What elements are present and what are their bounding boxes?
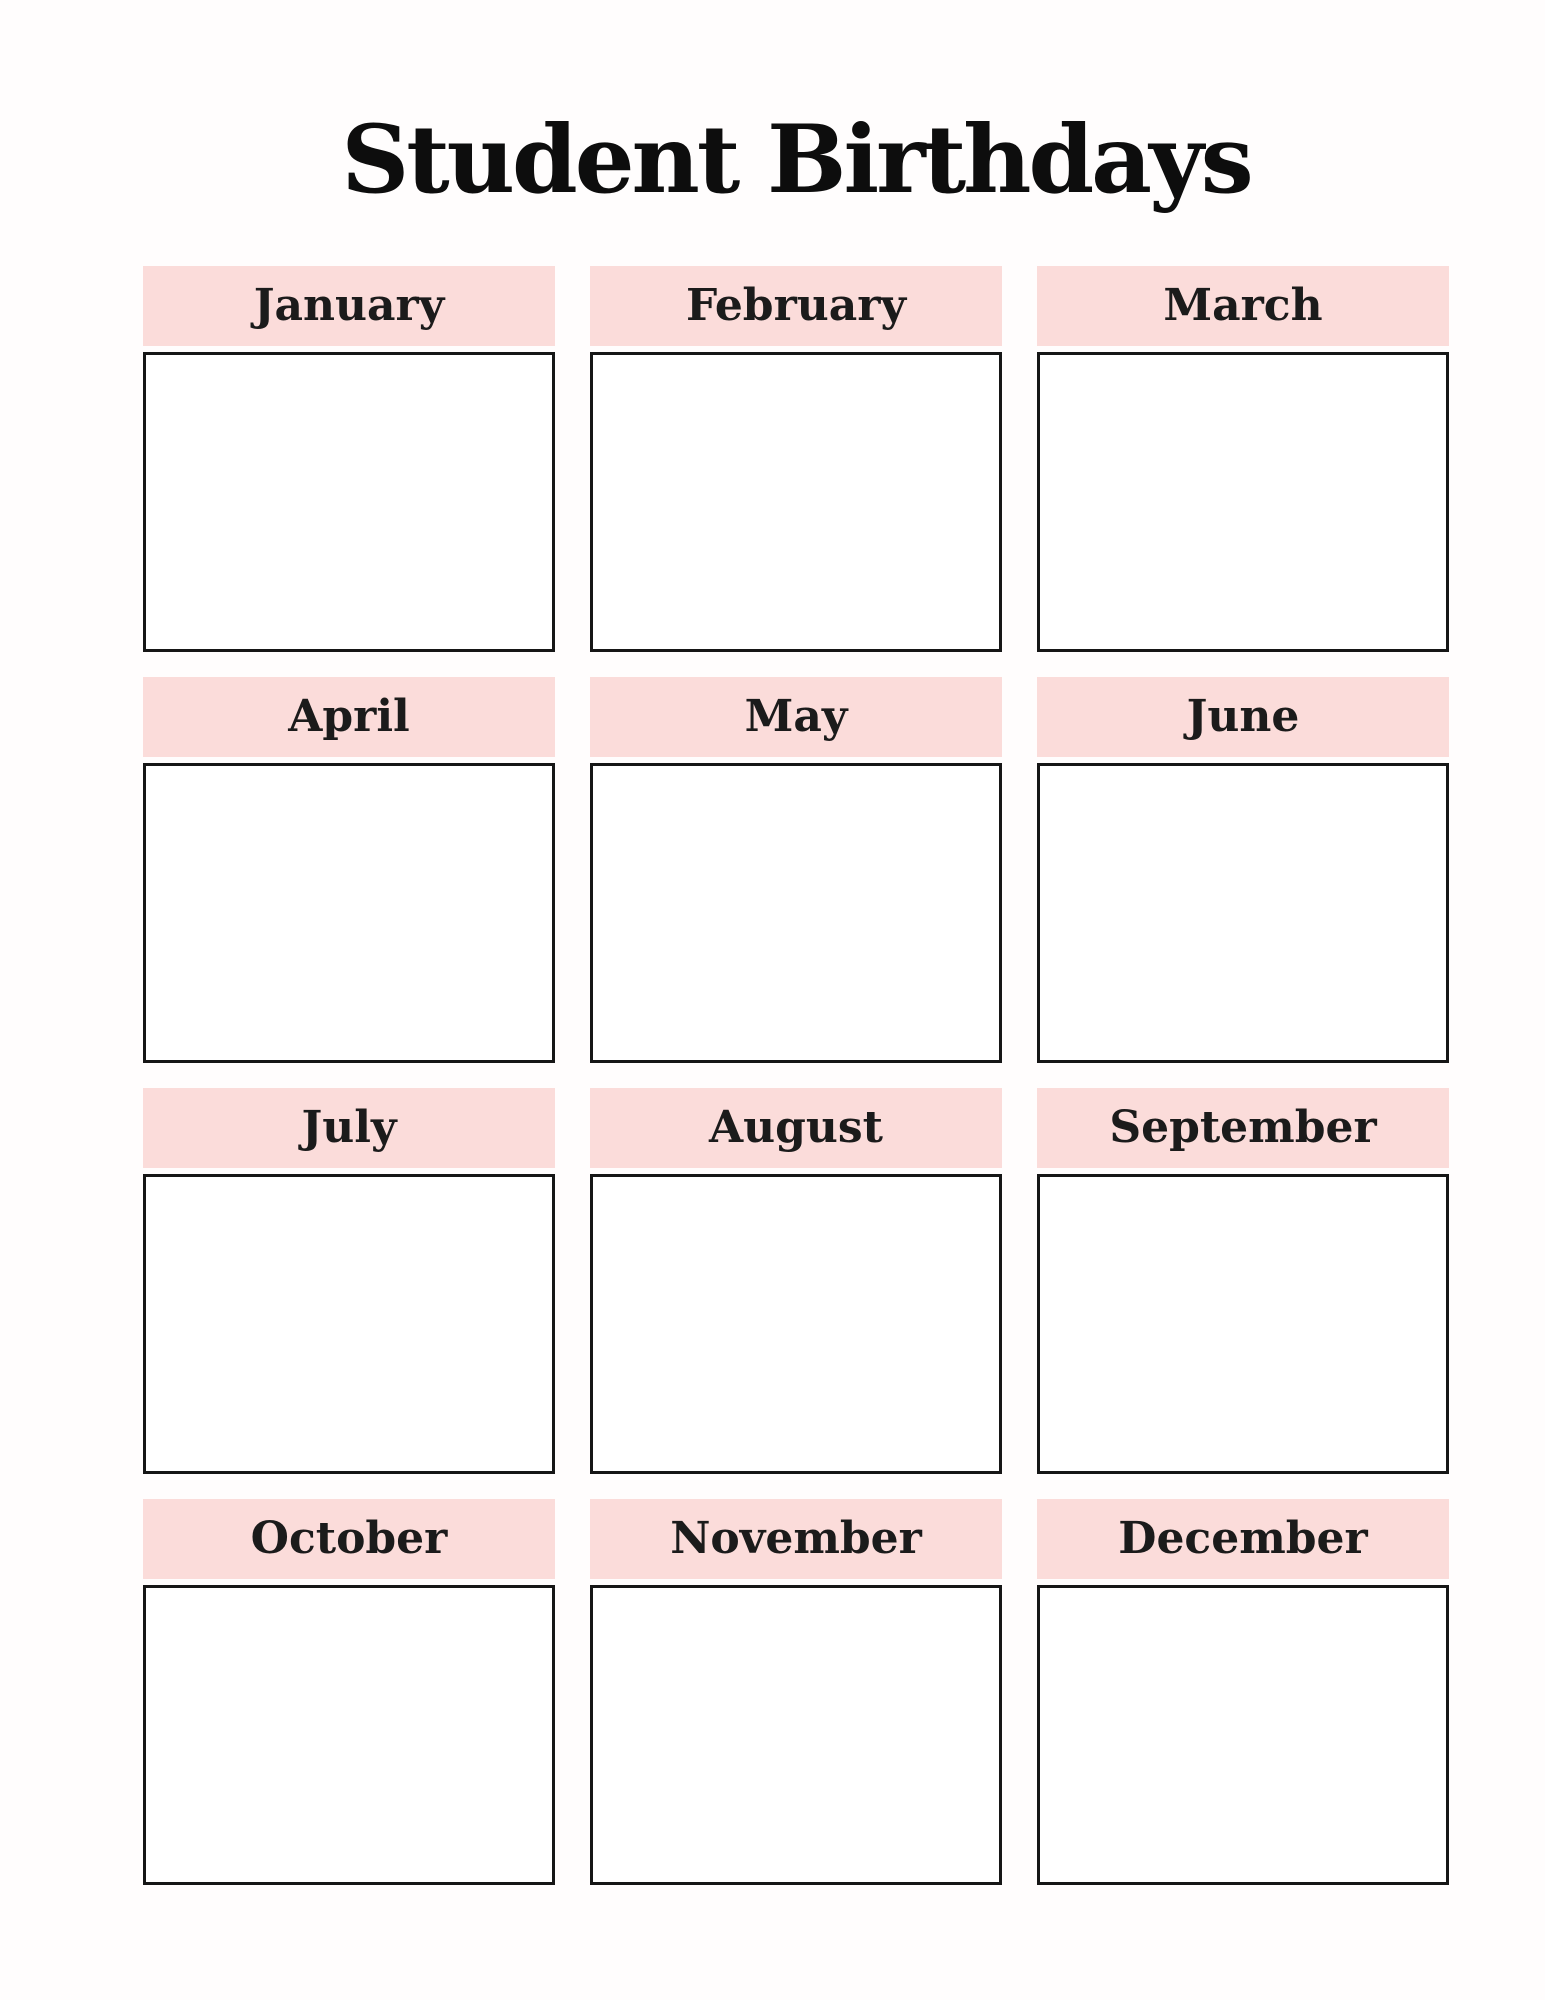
month-cell-december [1037, 1499, 1449, 1885]
month-cell-march [1037, 266, 1449, 652]
month-notes-box-december[interactable] [1037, 1585, 1449, 1885]
month-header [590, 1088, 1002, 1168]
month-cell-january [143, 266, 555, 652]
month-label: December [1118, 1513, 1368, 1565]
month-header [143, 1499, 555, 1579]
month-label: October [250, 1513, 448, 1565]
month-header [590, 266, 1002, 346]
month-notes-box-july[interactable] [143, 1174, 555, 1474]
month-label: January [253, 280, 445, 332]
month-notes-box-august[interactable] [590, 1174, 1002, 1474]
month-cell-july [143, 1088, 555, 1474]
month-notes-box-october[interactable] [143, 1585, 555, 1885]
month-label: May [744, 691, 848, 743]
month-notes-box-june[interactable] [1037, 763, 1449, 1063]
month-cell-august [590, 1088, 1002, 1474]
month-notes-box-april[interactable] [143, 763, 555, 1063]
month-notes-box-january[interactable] [143, 352, 555, 652]
month-cell-october [143, 1499, 555, 1885]
month-label: March [1163, 280, 1323, 332]
month-label: August [709, 1102, 883, 1154]
month-cell-april [143, 677, 555, 1063]
month-notes-box-march[interactable] [1037, 352, 1449, 652]
month-cell-june [1037, 677, 1449, 1063]
months-grid [143, 266, 1449, 1885]
month-notes-box-may[interactable] [590, 763, 1002, 1063]
month-label: September [1109, 1102, 1377, 1154]
month-label: April [288, 691, 410, 743]
month-header [143, 1088, 555, 1168]
month-header [143, 266, 555, 346]
month-header [1037, 677, 1449, 757]
month-notes-box-september[interactable] [1037, 1174, 1449, 1474]
month-cell-may [590, 677, 1002, 1063]
month-notes-box-november[interactable] [590, 1585, 1002, 1885]
month-label: June [1186, 691, 1300, 743]
month-header [1037, 1088, 1449, 1168]
month-cell-november [590, 1499, 1002, 1885]
month-label: November [670, 1513, 922, 1565]
page-title: Student Birthdays [341, 105, 1251, 215]
month-label: February [685, 280, 907, 332]
month-header [1037, 266, 1449, 346]
month-cell-february [590, 266, 1002, 652]
month-notes-box-february[interactable] [590, 352, 1002, 652]
month-header [590, 1499, 1002, 1579]
month-label: July [301, 1102, 397, 1154]
month-header [1037, 1499, 1449, 1579]
month-header [143, 677, 555, 757]
month-header [590, 677, 1002, 757]
month-cell-september [1037, 1088, 1449, 1474]
